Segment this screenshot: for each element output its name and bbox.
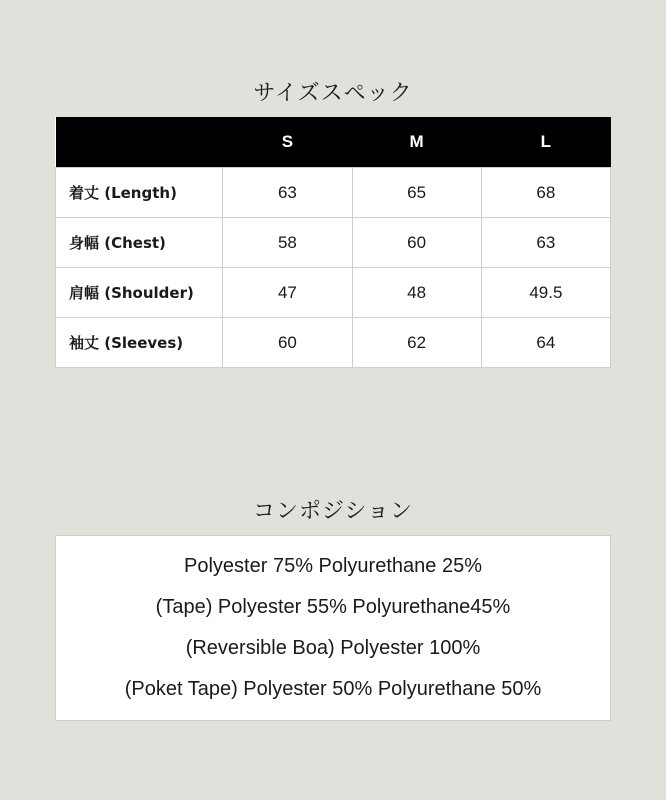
table-cell: 68 <box>481 168 610 218</box>
size-spec-table <box>55 117 611 368</box>
table-cell: 47 <box>223 268 352 318</box>
composition-line: (Reversible Boa) Polyester 100% <box>185 637 481 659</box>
table-cell: 62 <box>352 318 481 368</box>
row-label-sleeves: 袖丈 (Sleeves) <box>56 318 223 368</box>
row-label-length: 着丈 (Length) <box>56 168 223 218</box>
composition-line: (Tape) Polyester 55% Polyurethane45% <box>155 596 511 618</box>
header-cell-blank <box>56 117 223 168</box>
table-row <box>56 318 611 368</box>
table-cell: 65 <box>352 168 481 218</box>
table-cell: 60 <box>223 318 352 368</box>
composition-box <box>55 535 611 721</box>
table-cell: 63 <box>481 218 610 268</box>
header-cell-l: L <box>481 117 610 168</box>
composition-title: コンポジション <box>252 499 413 524</box>
table-cell: 49.5 <box>481 268 610 318</box>
table-header-row <box>56 117 611 168</box>
table-cell: 48 <box>352 268 481 318</box>
table-row <box>56 168 611 218</box>
table-row <box>56 218 611 268</box>
composition-line: Polyester 75% Polyurethane 25% <box>184 555 482 577</box>
row-label-chest: 身幅 (Chest) <box>56 218 223 268</box>
size-spec-title: サイズスペック <box>253 81 413 106</box>
header-cell-s: S <box>223 117 352 168</box>
composition-line: (Poket Tape) Polyester 50% Polyurethane 50% <box>124 678 542 700</box>
table-cell: 58 <box>223 218 352 268</box>
table-cell: 63 <box>223 168 352 218</box>
table-cell: 60 <box>352 218 481 268</box>
table-cell: 64 <box>481 318 610 368</box>
row-label-shoulder: 肩幅 (Shoulder) <box>56 268 223 318</box>
header-cell-m: M <box>352 117 481 168</box>
table-row <box>56 268 611 318</box>
